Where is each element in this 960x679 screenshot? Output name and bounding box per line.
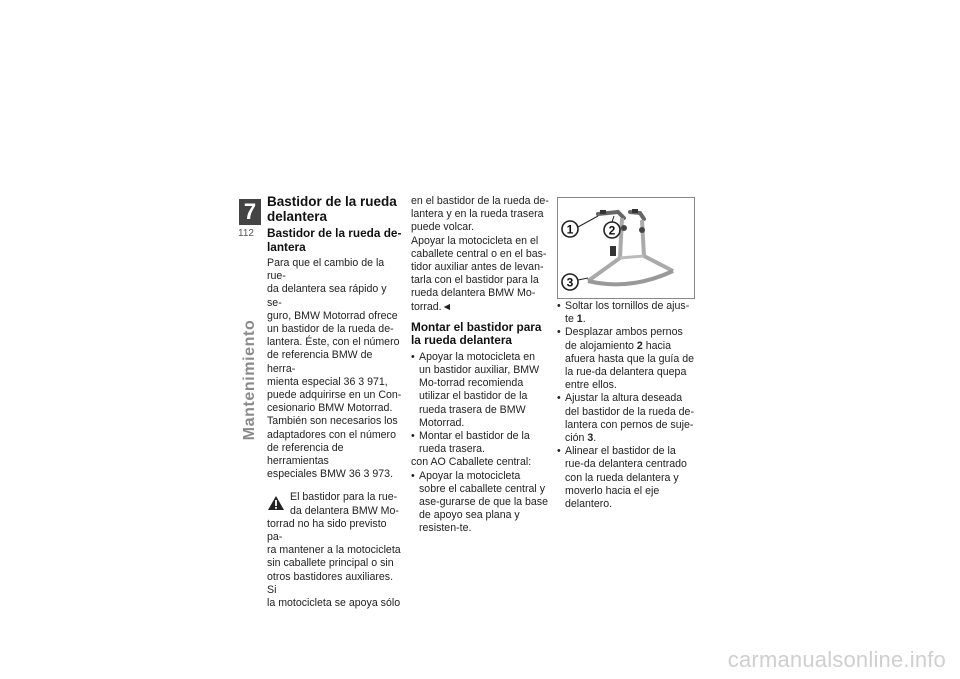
text-line: tarla con el bastidor para la (411, 274, 539, 287)
warning-line: El bastidor para la rue- (290, 491, 398, 504)
column-3 (557, 300, 695, 511)
mount-heading: Montar el bastidor para la rueda delantera (411, 319, 542, 348)
step-text-end: hacia afuera hasta que la guía de la rue-da delantera quepa entre ellos. (565, 339, 694, 392)
text-line: da delantera sea rápido y se- (267, 283, 387, 309)
text-line: puede volcar. (411, 221, 475, 234)
text-line: Apoyar la motocicleta en el (411, 234, 539, 247)
bullet-list (411, 351, 549, 457)
intro-paragraph (267, 257, 403, 481)
text-line: guro, BMW Motorrad ofrece (267, 309, 398, 322)
text-line: especiales BMW 36 3 973. (267, 468, 394, 481)
warning-triangle-icon (267, 495, 285, 511)
list-item (557, 326, 695, 392)
text-line: lantera. Éste, con el número (267, 336, 400, 349)
warning-line: da delantera BMW Mo- (290, 504, 399, 517)
section-title: Bastidor de la rueda delantera (267, 194, 397, 224)
text-line: caballete central o en el bas- (411, 247, 547, 260)
subsection-title: Bastidor de la rueda de-lantera (267, 226, 402, 254)
warning-continuation (411, 195, 549, 314)
text-line: Para que el cambio de la rue- (267, 257, 385, 283)
chapter-number: 7 (243, 199, 257, 224)
text-line: tidor auxiliar antes de levan- (411, 261, 544, 274)
warning-line: la motocicleta se apoya sólo (267, 597, 401, 610)
bullet-list (411, 470, 549, 536)
step-text: Alinear el bastidor de la rue-da delantera centrado con la rueda delantera y moverlo hacia el eje delantero. (565, 445, 687, 511)
chapter-side-title: Mantenimiento (241, 319, 258, 441)
column-2 (411, 195, 549, 536)
steps-list (557, 300, 695, 511)
callout-label-3: 3 (566, 275, 574, 290)
step-text-end: . (582, 313, 586, 326)
text-line: puede adquirirse en un Con- (267, 389, 402, 402)
warning-line: ra mantener a la motocicleta (267, 544, 401, 557)
warning-line: torrad no ha sido previsto pa- (267, 517, 387, 544)
callout-label-2: 2 (608, 223, 616, 238)
text-line: en el bastidor de la rueda de- (411, 195, 549, 207)
page-number: 112 (238, 228, 254, 239)
watermark: carmanualsonline.info (727, 647, 946, 672)
warning-line: sin caballete principal o sin (267, 557, 394, 570)
list-item: • Apoyar la motocicleta en un bastidor auxiliar, BMW Mo-torrad recomienda utilizar el bastidor de la rueda trasera de BMW Motorrad. (411, 351, 549, 430)
list-item (557, 300, 695, 326)
part-number: 1 (576, 313, 583, 326)
part-number: 2 (636, 339, 643, 352)
list-item (557, 445, 695, 511)
text-line: de referencia de herramientas (267, 441, 344, 468)
option-label: con AO Caballete central: (411, 456, 532, 469)
list-item (557, 392, 695, 445)
text-line: adaptadores con el número (267, 428, 396, 441)
warning-block (267, 491, 403, 610)
front-wheel-stand-illustration (558, 198, 694, 298)
text-line: rueda delantera BMW Mo- (411, 287, 536, 300)
text-line: lantera y en la rueda trasera (411, 208, 544, 221)
text-line: un bastidor de la rueda de- (267, 323, 394, 336)
chapter-number-tab (239, 199, 261, 225)
text-line: cesionario BMW Motorrad. (267, 402, 393, 415)
step-text-end: . (593, 432, 597, 445)
list-item: • Apoyar la motocicleta sobre el caballete central y ase-gurarse de que la base de apoyo sea plana y resisten-te. (411, 470, 549, 536)
warning-line: otros bastidores auxiliares. Si (267, 570, 394, 596)
step-text: Desplazar ambos pernos de alojamiento (565, 326, 683, 352)
part-number: 3 (587, 432, 594, 445)
column-1 (267, 194, 403, 610)
text-line: También son necesarios los (267, 415, 398, 428)
step-text: Soltar los tornillos de ajus-te (565, 300, 690, 326)
text-line: torrad.◄ (411, 300, 453, 313)
text-line: de referencia BMW de herra- (267, 349, 373, 375)
front-wheel-stand-figure (557, 197, 695, 299)
step-text: Ajustar la altura deseada del bastidor de la rueda de-lantera con pernos de suje-ción (565, 392, 694, 445)
text-line: mienta especial 36 3 971, (267, 375, 388, 388)
list-item: • Montar el bastidor de la rueda trasera. (411, 430, 549, 456)
callout-label-1: 1 (566, 222, 574, 237)
